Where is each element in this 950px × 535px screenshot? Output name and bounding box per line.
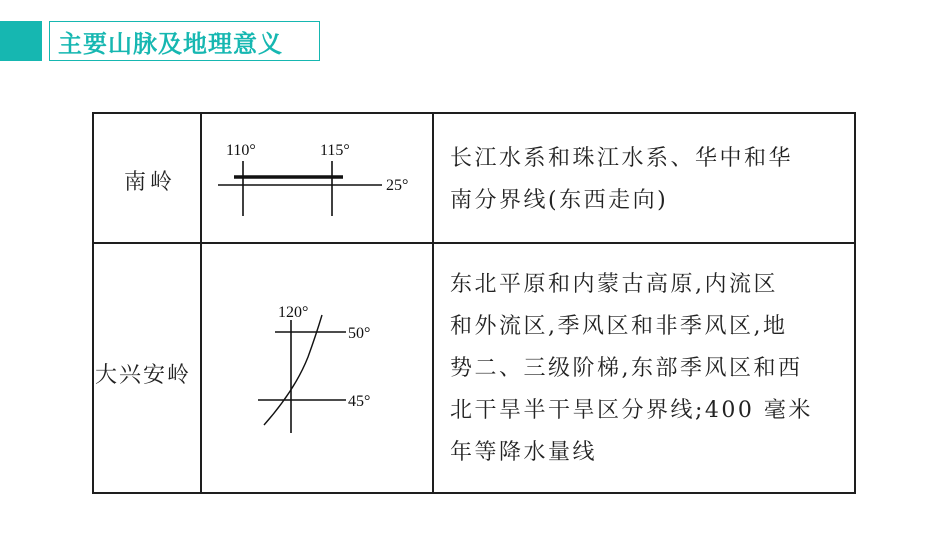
nanling-latitude-label: 25° [386, 177, 409, 194]
description-line: 东北平原和内蒙古高原,内流区 [450, 272, 778, 297]
nanling-description [450, 138, 793, 222]
nanling-diagram [210, 135, 430, 225]
page-title: 主要山脉及地理意义 [58, 29, 283, 58]
table-border-right [854, 112, 856, 494]
mountain-name-nanling: 南岭 [124, 170, 177, 195]
daxinganling-longitude-label: 120° [278, 304, 309, 321]
description-line: 南分界线(东西走向) [450, 188, 669, 213]
title-accent-bar [0, 21, 42, 61]
daxinganling-diagram [250, 295, 400, 440]
daxinganling-latitude-south-label: 45° [348, 393, 371, 410]
description-line: 北干旱半干旱区分界线;400 毫米 [450, 398, 813, 423]
title-box [49, 21, 320, 61]
table-column-divider-2 [432, 112, 434, 494]
nanling-longitude-east-label: 115° [320, 142, 350, 159]
nanling-longitude-west-label: 110° [226, 142, 256, 159]
table-row-divider [92, 242, 856, 244]
mountain-name-daxinganling: 大兴安岭 [95, 363, 192, 388]
daxinganling-description [450, 264, 813, 474]
description-line: 年等降水量线 [450, 440, 598, 465]
table-border-left [92, 112, 94, 494]
description-line: 和外流区,季风区和非季风区,地 [450, 314, 788, 339]
daxinganling-latitude-north-label: 50° [348, 325, 371, 342]
description-line: 势二、三级阶梯,东部季风区和西 [450, 356, 803, 381]
table-column-divider-1 [200, 112, 202, 494]
description-line: 长江水系和珠江水系、华中和华 [450, 146, 794, 171]
table-border-top [92, 112, 856, 114]
table-border-bottom [92, 492, 856, 494]
